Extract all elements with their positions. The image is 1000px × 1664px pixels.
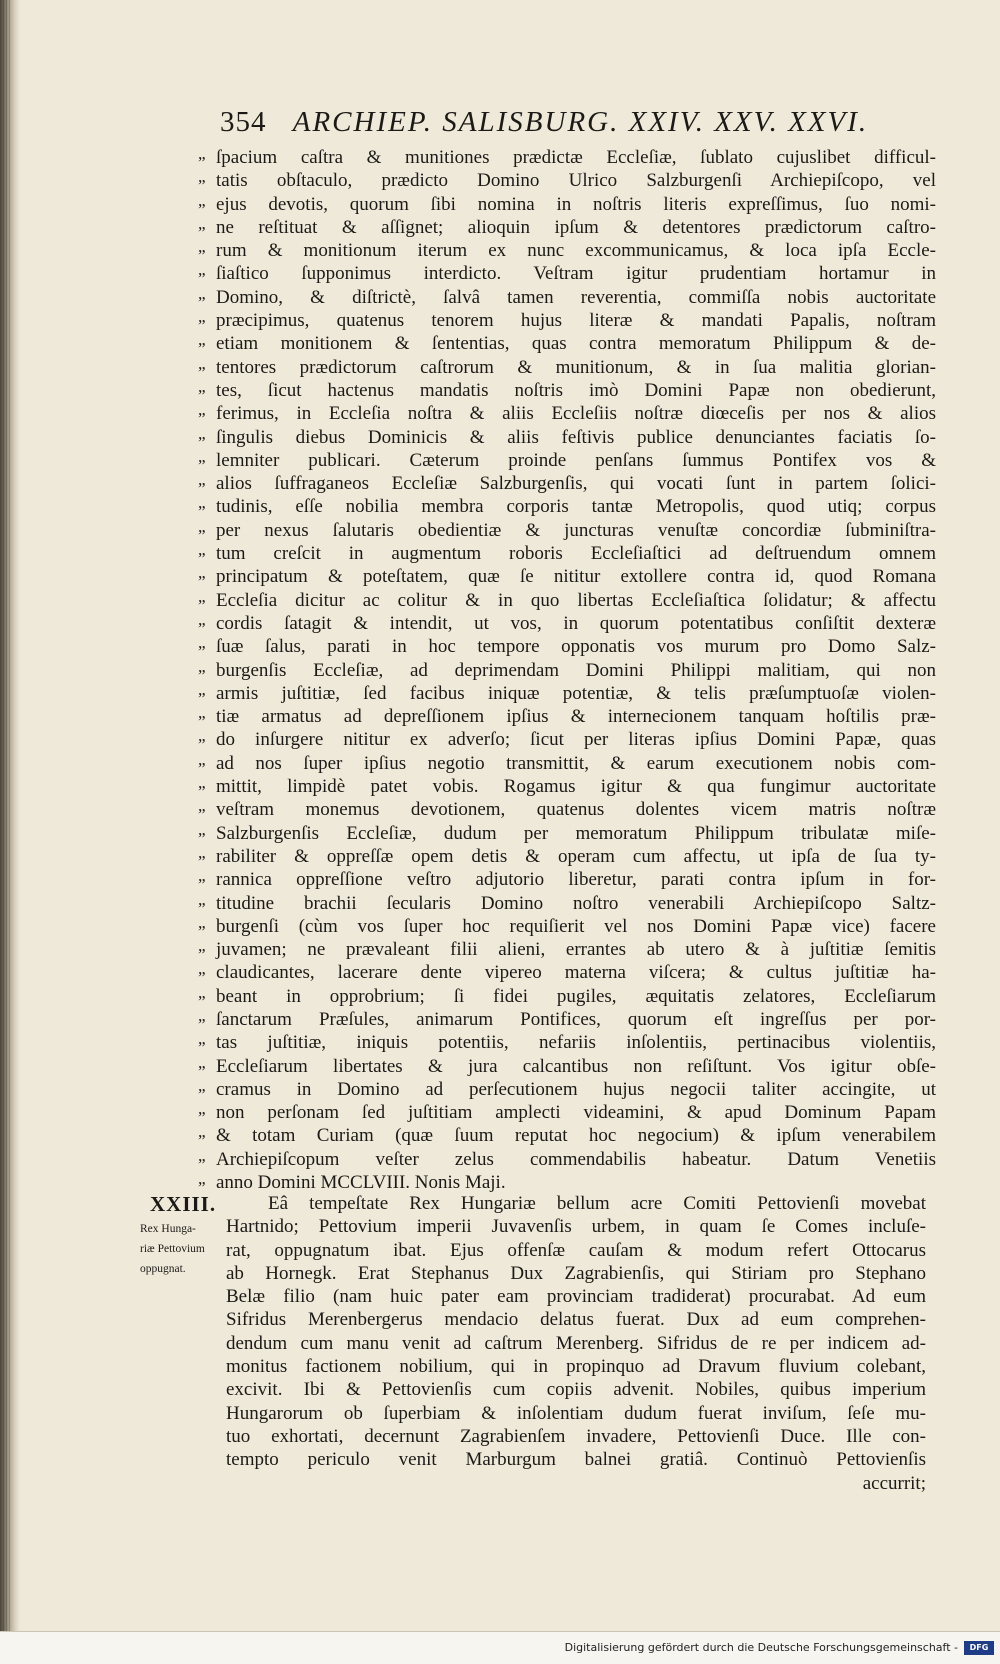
text-line: „ alios ſuffraganeos Eccleſiæ Salzburgenſis, qui vocati ſunt in partem ſolici- [196, 472, 936, 495]
text-line: Eâ tempeſtate Rex Hungariæ bellum acre Comiti Pettovienſi movebat [268, 1193, 926, 1214]
text-line: „ tentores prædictorum caſtrorum & munitionum, & in ſua malitia glorian- [196, 356, 936, 379]
text-line: „ cordis ſatagit & intendit, ut vos, in quorum potentatibus conſiſtit dexteræ [196, 612, 936, 635]
margin-note-line: Rex Hunga- [140, 1223, 196, 1235]
text-line: „ armis juſtitiæ, ſed facibus iniquæ potentiæ, & telis præſumptuoſæ violen- [196, 682, 936, 705]
book-page-edge [0, 0, 20, 1663]
text-line: „ titudine brachii ſecularis Domino noſtro venerabili Archiepiſcopo Saltz- [196, 892, 936, 915]
text-line: „ ejus devotis, quorum ſibi nomina in noſtris literis expreſſimus, ſuo nomi- [196, 193, 936, 216]
text-line: „ Domino, & diſtrictè, ſalvâ tamen reverentia, commiſſa nobis auctoritate [196, 286, 936, 309]
page-number: 354 [220, 106, 267, 138]
text-line: „ non perſonam ſed juſtitiam amplecti videamini, & apud Dominum Papam [196, 1101, 936, 1124]
text-line: tuo exhortati, decernunt Zagrabienſem invadere, Pettovienſi Duce. Ille con- [226, 1425, 926, 1447]
text-line: „ ad nos ſuper ipſius negotio transmittit, & earum executionem nobis com- [196, 752, 936, 775]
text-line: rat, oppugnatum ibat. Ejus offenſæ cauſam & modum refert Ottocarus [226, 1239, 926, 1261]
text-line: „ beant in opprobrium; ſi fidei pugiles, æquitatis zelatores, Eccleſiarum [196, 985, 936, 1008]
text-line: excivit. Ibi & Pettovienſis cum copiis advenit. Nobiles, quibus imperium [226, 1379, 926, 1401]
text-line: „ tiæ armatus ad depreſſionem ipſius & internecionem tanquam hoſtilis præ- [196, 705, 936, 728]
text-line: „ burgenſis Eccleſiæ, ad deprimendam Domini Philippi malitiam, qui non [196, 659, 936, 682]
main-text-block [196, 146, 946, 1194]
text-line: „ ne reſtituat & aſſignet; alioquin ipſum & detentores prædictorum caſtro- [196, 216, 936, 239]
text-line: „ tes, ſicut hactenus mandatis noſtris imò Domini Papæ non obedierunt, [196, 379, 936, 402]
page-header [220, 106, 940, 142]
text-line: „ burgenſi (cùm vos ſuper hoc requiſierit vel nos Domini Papæ vice) facere [196, 915, 936, 938]
text-line: „ anno Domini MCCLVIII. Nonis Maji. [196, 1171, 936, 1194]
text-line: „ ſingulis diebus Dominicis & aliis feſtivis publice denunciantes faciatis ſo- [196, 426, 936, 449]
text-line: „ veſtram monemus devotionem, quatenus dolentes vicem matris noſtræ [196, 798, 936, 821]
text-line: „ ſpacium caſtra & munitiones prædictæ Eccleſiæ, ſublato cujuslibet difficul- [196, 146, 936, 169]
text-line: „ tas juſtitiæ, iniquis potentiis, nefariis inſolentiis, pertinacibus violentiis, [196, 1031, 936, 1054]
dfg-logo-icon: DFG [964, 1641, 994, 1655]
text-line: Hungarorum ob ſuperbiam & inſolentiam dudum fuerat inviſum, ſeſe mu- [226, 1402, 926, 1424]
text-line: „ & totam Curiam (quæ ſuum reputat hoc negocium) & ipſum venerabilem [196, 1124, 936, 1147]
text-line: Sifridus Merenbergerus mendacio delatus fuerat. Dux ad eum comprehen- [226, 1309, 926, 1331]
running-title: ARCHIEP. SALISBURG. XXIV. XXV. XXVI. [292, 106, 869, 138]
text-line: „ rabiliter & oppreſſæ opem detis & operam cum affectu, ut ipſa de ſua ty- [196, 845, 936, 868]
text-line: „ claudicantes, lacerare dente vipereo materna viſcera; & cultus juſtitiæ ha- [196, 961, 936, 984]
text-line: „ ſiaſtico ſupponimus interdicto. Veſtram igitur prudentiam hortamur in [196, 262, 936, 285]
text-line: „ rannica oppreſſione veſtro adjutorio liberetur, parati contra ipſum in for- [196, 868, 936, 891]
digitization-footer [0, 1631, 1000, 1664]
text-line: „ ferimus, in Eccleſia noſtra & aliis Eccleſiis noſtræ diœceſis per nos & alios [196, 402, 936, 425]
margin-note-line: riæ Pettovium [140, 1243, 205, 1255]
margin-note [140, 1219, 232, 1279]
text-line: „ juvamen; ne prævaleant filii alieni, errantes ab utero & à juſtitiæ ſemitis [196, 938, 936, 961]
text-line: „ cramus in Domino ad perſecutionem hujus negocii taliter accingite, ut [196, 1078, 936, 1101]
text-line: „ lemniter publicari. Cæterum proinde penſans ſummus Pontifex vos & [196, 449, 936, 472]
text-line: tempto periculo venit Marburgum balnei gratiâ. Continuò Pettovienſis [226, 1449, 926, 1471]
text-line: „ rum & monitionum iterum ex nunc excommunicamus, & loca ipſa Eccle- [196, 239, 936, 262]
text-line: accurrit; [862, 1472, 926, 1494]
section-number: XXIII. [150, 1192, 217, 1216]
footer-credit-text: Digitalisierung gefördert durch die Deutsche Forschungsgemeinschaft - [564, 1641, 958, 1654]
text-line: monitus factionem nobilium, qui in propinquo ad Dravum fluvium colebant, [226, 1356, 926, 1378]
text-line: „ do inſurgere nititur ex adverſo; ſicut per literas ipſius Domini Papæ, quas [196, 728, 936, 751]
text-line: „ per nexus ſalutaris obedientiæ & juncturas venuſtæ concordiæ ſubminiſtra- [196, 519, 936, 542]
text-line: Hartnido; Pettovium imperii Juvavenſis urbem, in quam ſe Comes incluſe- [226, 1216, 926, 1238]
text-line: „ mittit, limpidè patet vobis. Rogamus igitur & qua fungimur auctoritate [196, 775, 936, 798]
text-line: dendum cum manu venit ad caſtrum Merenberg. Sifridus de re per indicem ad- [226, 1332, 926, 1354]
text-line: ab Hornegk. Erat Stephanus Dux Zagrabienſis, qui Stiriam pro Stephano [226, 1262, 926, 1284]
text-line: „ Eccleſia dicitur ac colitur & in quo libertas Eccleſiaſtica ſolidatur; & affectu [196, 589, 936, 612]
text-line: „ Eccleſiarum libertates & jura calcantibus non reſiſtunt. Vos igitur obſe- [196, 1055, 936, 1078]
text-line: „ etiam monitionem & ſententias, quas contra memoratum Philippum & de- [196, 332, 936, 355]
text-line: „ tum creſcit in augmentum roboris Eccleſiaſtici ad deſtruendum omnem [196, 542, 936, 565]
text-line: „ principatum & poteſtatem, quæ ſe nititur extollere contra id, quod Romana [196, 565, 936, 588]
text-line: „ Archiepiſcopum veſter zelus commendabilis habeatur. Datum Venetiis [196, 1148, 936, 1171]
text-line: „ præcipimus, quatenus tenorem hujus literæ & mandati Papalis, noſtram [196, 309, 936, 332]
text-line: „ Salzburgenſis Eccleſiæ, dudum per memoratum Philippum tribulatæ miſe- [196, 822, 936, 845]
text-line: „ tatis obſtaculo, prædicto Domino Ulrico Salzburgenſi Archiepiſcopo, vel [196, 169, 936, 192]
text-line: „ tudinis, eſſe nobilia membra corporis tantæ Metropolis, quod utiq; corpus [196, 495, 936, 518]
text-line: „ ſanctarum Præſules, animarum Pontifices, quorum eſt ingreſſus per por- [196, 1008, 936, 1031]
section-text-block [226, 1192, 926, 1495]
text-line: „ ſuæ ſalus, parati in hoc tempore opponatis vos murum pro Domo Salz- [196, 635, 936, 658]
text-line: Belæ filio (nam huic pater eam provinciam tradiderat) procurabat. Ad eum [226, 1286, 926, 1308]
margin-note-line: oppugnat. [140, 1263, 186, 1275]
